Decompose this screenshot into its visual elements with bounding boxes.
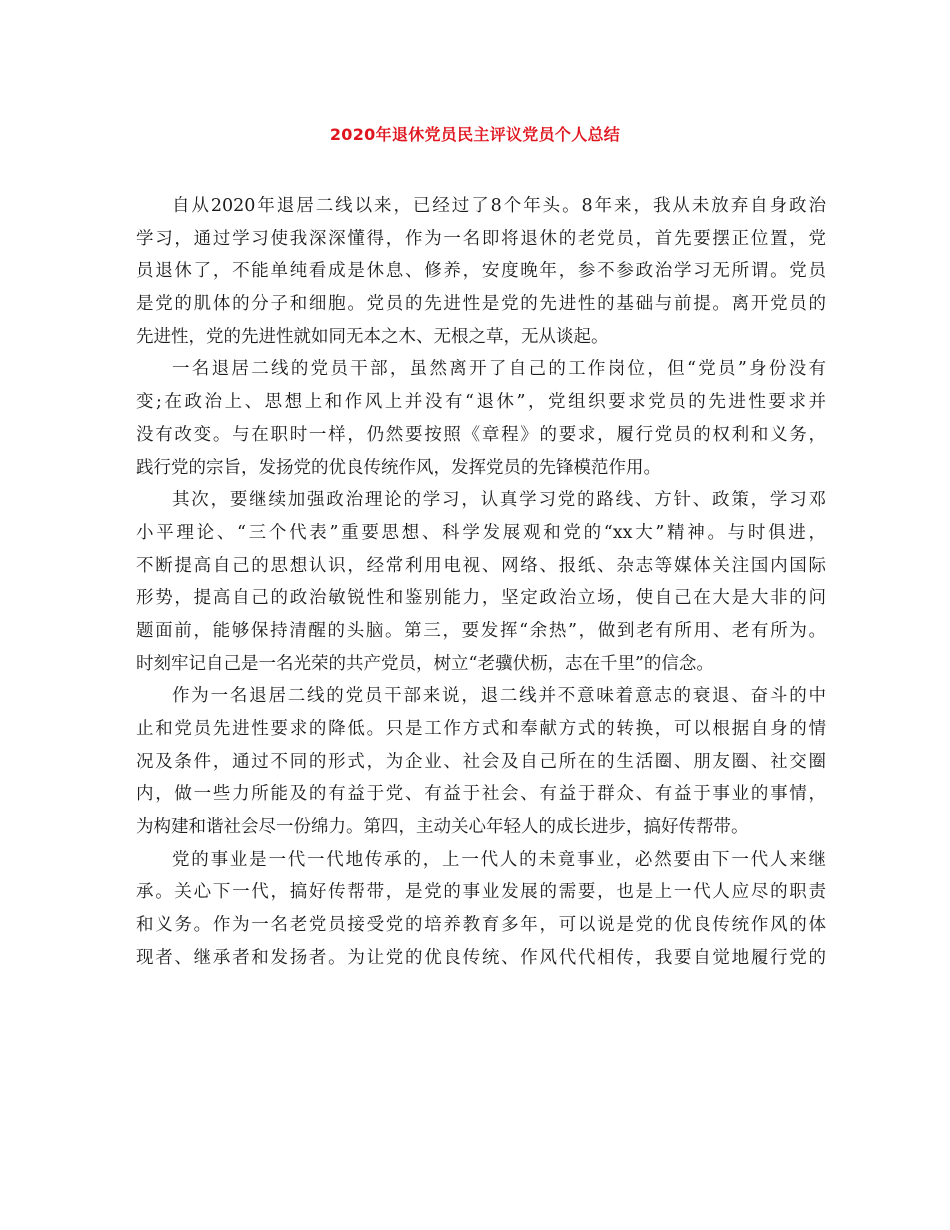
body-text-line: 不断提高自己的思想认识，经常利用电视、网络、报纸、杂志等媒体关注国内国际 bbox=[136, 555, 826, 576]
document-body bbox=[136, 190, 826, 975]
body-text-line: 先进性，党的先进性就如同无本之木、无根之草，无从谈起。 bbox=[136, 326, 609, 347]
body-text-line: 承。关心下一代，搞好传帮带，是党的事业发展的需要，也是上一代人应尽的职责 bbox=[136, 882, 826, 903]
body-text-line: 现者、继承者和发扬者。为让党的优良传统、作风代代相传，我要自觉地履行党的 bbox=[136, 947, 826, 968]
body-text-line: 小平理论、“三个代表”重要思想、科学发展观和党的“xx大”精神。与时俱进， bbox=[136, 522, 826, 543]
body-text-line: 形势，提高自己的政治敏锐性和鉴别能力，坚定政治立场，使自己在大是大非的问 bbox=[136, 588, 826, 609]
body-text-line: 止和党员先进性要求的降低。只是工作方式和奉献方式的转换，可以根据自身的情 bbox=[136, 719, 826, 739]
body-text-line: 践行党的宗旨，发扬党的优良传统作风，发挥党员的先锋模范作用。 bbox=[136, 457, 661, 478]
body-text-line: 一名退居二线的党员干部，虽然离开了自己的工作岗位，但“党员”身份没有 bbox=[172, 359, 826, 380]
body-text-line: 员退休了，不能单纯看成是休息、修养，安度晚年，参不参政治学习无所谓。党员 bbox=[136, 261, 826, 282]
body-text-line: 自从2020年退居二线以来，已经过了8个年头。8年来，我从未放弃自身政治 bbox=[172, 196, 826, 216]
body-text-line: 其次，要继续加强政治理论的学习，认真学习党的路线、方针、政策，学习邓 bbox=[172, 490, 826, 511]
body-text-line: 作为一名退居二线的党员干部来说，退二线并不意味着意志的衰退、奋斗的中 bbox=[172, 686, 826, 707]
body-text-line: 题面前，能够保持清醒的头脑。第三，要发挥“余热”，做到老有所用、老有所为。 bbox=[136, 620, 826, 641]
body-text-line: 没有改变。与在职时一样，仍然要按照《章程》的要求，履行党员的权利和义务， bbox=[136, 424, 826, 445]
body-text-line: 变;在政治上、思想上和作风上并没有“退休”，党组织要求党员的先进性要求并 bbox=[136, 392, 826, 413]
body-text-line: 是党的肌体的分子和细胞。党员的先进性是党的先进性的基础与前提。离开党员的 bbox=[136, 294, 826, 315]
body-text-line: 和义务。作为一名老党员接受党的培养教育多年，可以说是党的优良传统作风的体 bbox=[136, 915, 826, 936]
body-text-line: 时刻牢记自己是一名光荣的共产党员，树立“老骥伏枥，志在千里”的信念。 bbox=[136, 653, 714, 674]
body-text-line: 党的事业是一代一代地传承的，上一代人的未竟事业，必然要由下一代人来继 bbox=[172, 849, 826, 870]
body-text-line: 为构建和谐社会尽一份绵力。第四，主动关心年轻人的成长进步，搞好传帮带。 bbox=[136, 817, 749, 838]
body-text-line: 况及条件，通过不同的形式，为企业、社会及自己所在的生活圈、朋友圈、社交圈 bbox=[136, 751, 826, 772]
body-text-line: 内，做一些力所能及的有益于党、有益于社会、有益于群众、有益于事业的事情， bbox=[136, 784, 826, 805]
document-title: 2020年退休党员民主评议党员个人总结 bbox=[329, 125, 621, 144]
body-text-line: 学习，通过学习使我深深懂得，作为一名即将退休的老党员，首先要摆正位置，党 bbox=[136, 228, 826, 249]
